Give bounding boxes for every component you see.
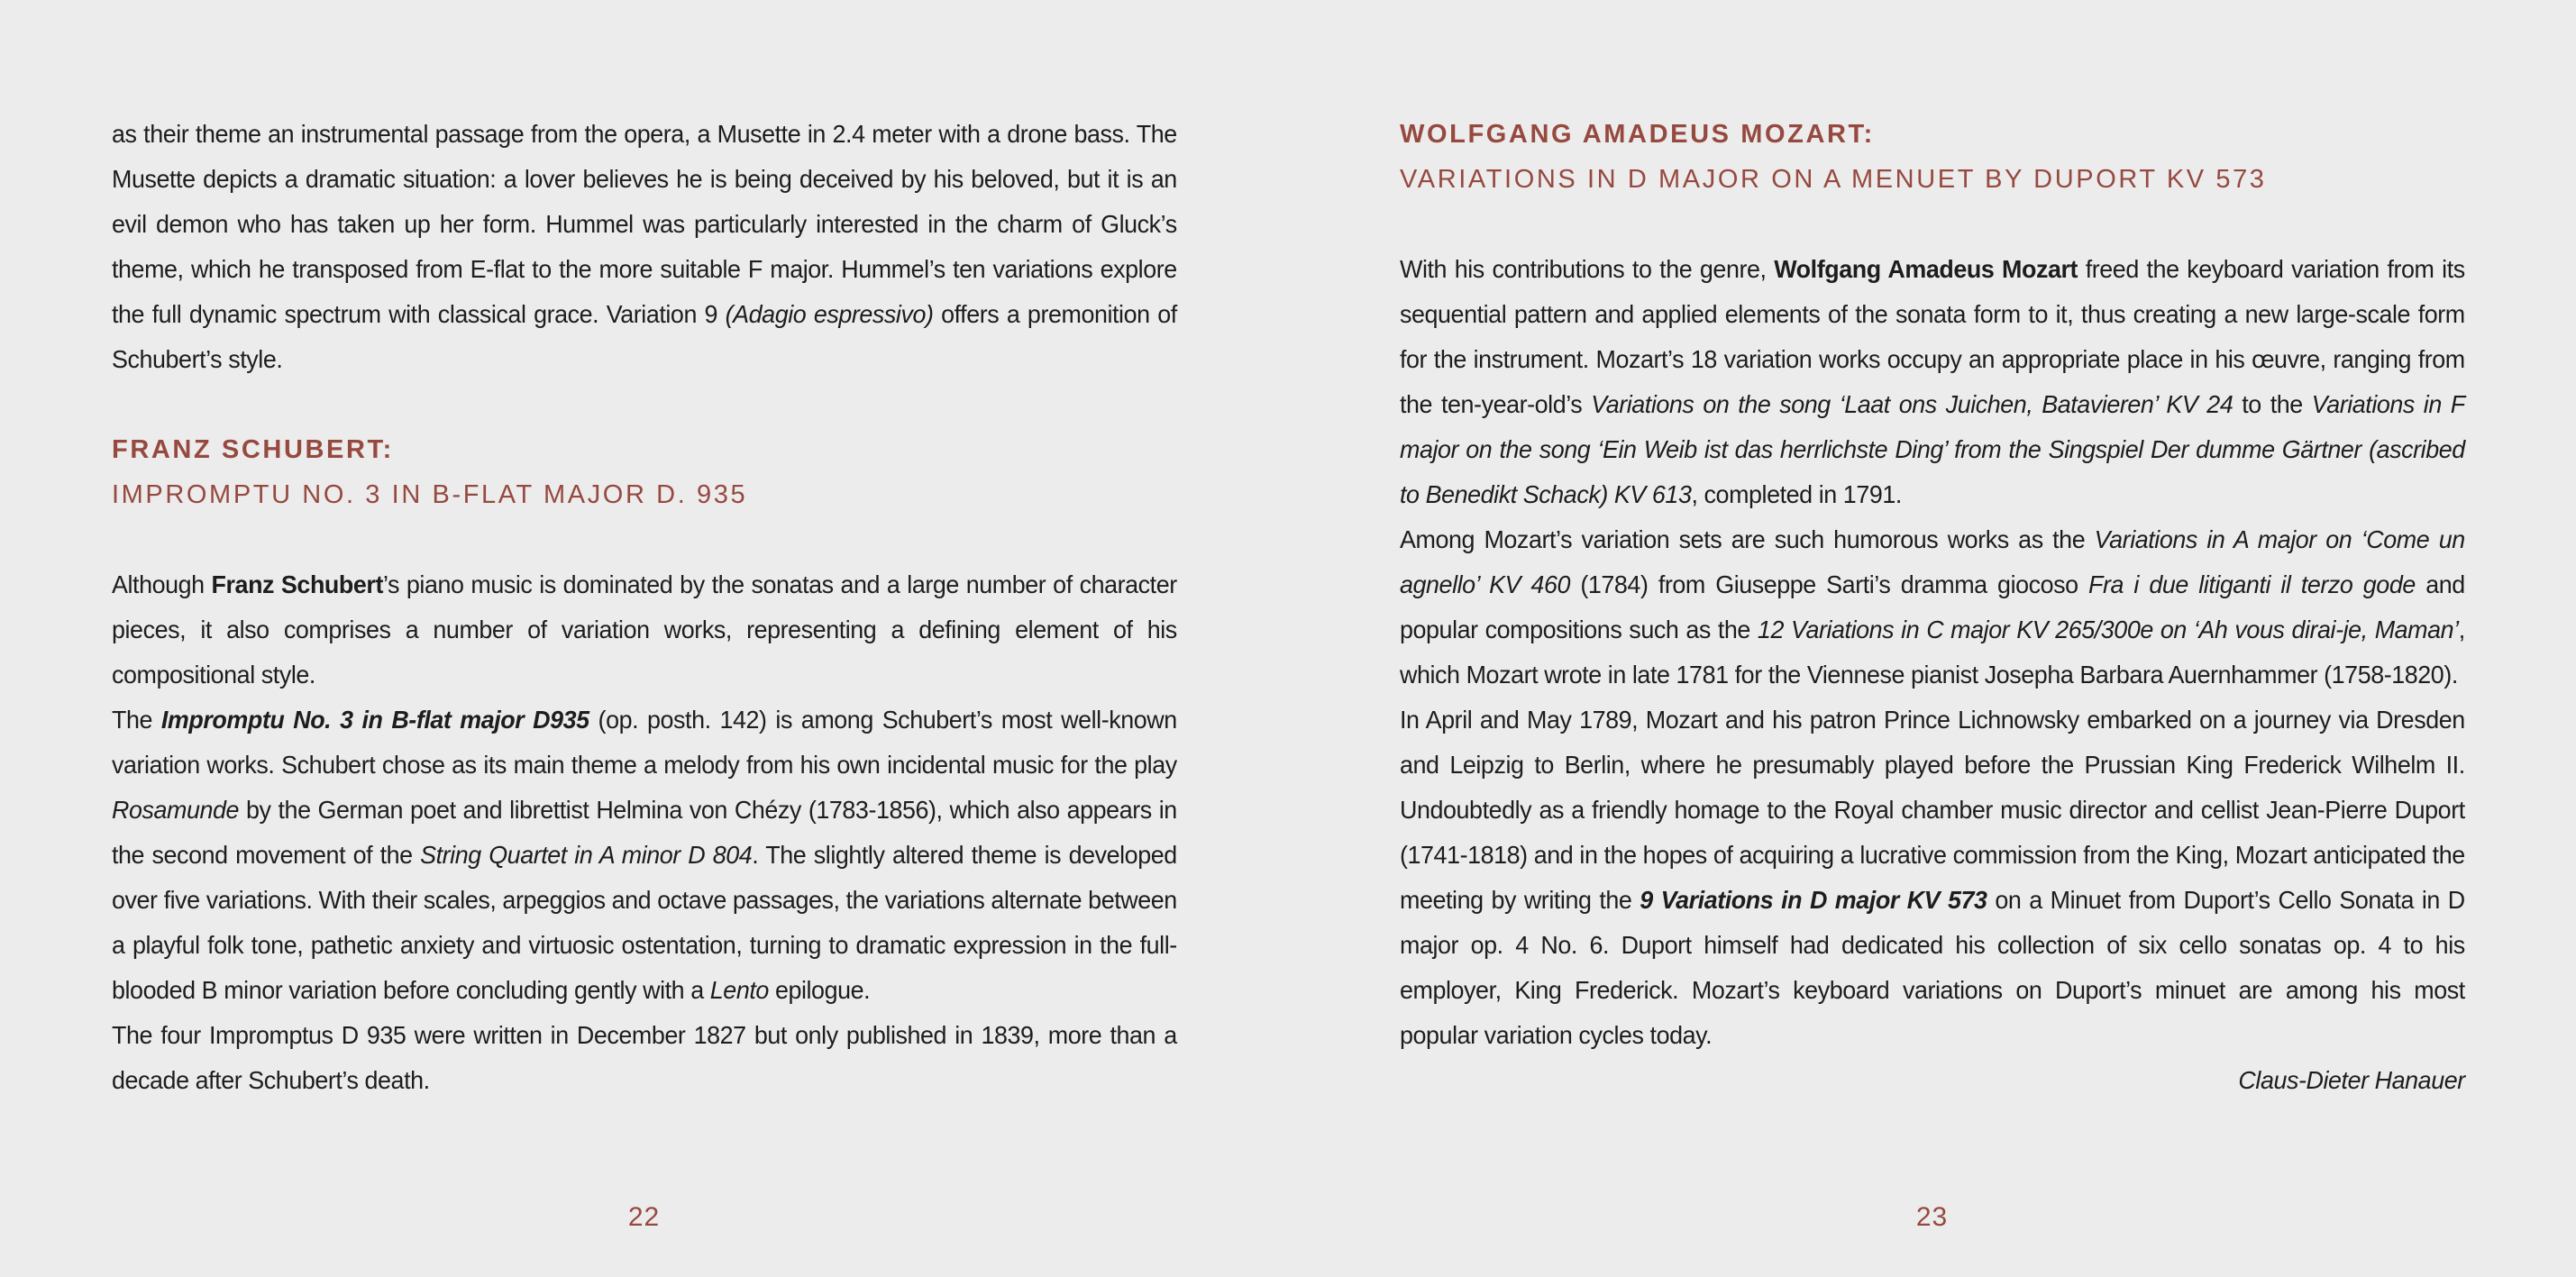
page-number: 23: [1915, 1202, 1949, 1232]
text-run: In April and May 1789, Mozart and his patron Prince Lichnowsky embarked on a journey via Dresden and Leipzig to Berlin, where he presumably played before the Prussian King Frederick Wilhelm II. Undoubtedly as a friendly homage to the Royal chamber music director and cellist Jean-Pierre Duport (1741-1818) and in the hopes of acquiring a lucrative commission from the King, Mozart anticipated the meeting by writing the: [1400, 706, 2465, 914]
text-run: (1784) from Giuseppe Sarti’s dramma giocoso: [1570, 570, 2089, 598]
text-run: epilogue.: [768, 976, 871, 1004]
text-run: The: [112, 706, 161, 734]
schubert-text-block: [112, 562, 1177, 1103]
right-page: [1288, 0, 2576, 1277]
text-run: With his contributions to the genre,: [1400, 255, 1775, 283]
paragraph: [112, 1013, 1177, 1103]
mozart-text-block: [1400, 247, 2465, 1103]
italic-text: 12 Variations in C major KV 265/300e on ‘Ah vous dirai-je, Maman’: [1757, 616, 2459, 643]
italic-text: Fra i due litiganti il terzo gode: [2088, 570, 2416, 598]
intro-paragraph: [112, 112, 1177, 382]
text-run: ’s piano music is dominated by the sonatas and a large number of character pieces, it also comprises a number of variation works, representing a defining element of his compositional style.: [112, 570, 1177, 689]
schubert-heading: [112, 427, 1177, 517]
bold-text: Wolfgang Amadeus Mozart: [1774, 255, 2078, 283]
author-signature: Claus-Dieter Hanauer: [2238, 1066, 2465, 1094]
spacer: [112, 517, 1177, 562]
text-run: Although: [112, 570, 212, 598]
text-run: (op. posth. 142) is among Schubert’s most well-known variation works. Schubert chose as its main theme a melody from his own incidental music for the play: [112, 706, 1177, 779]
bold-italic-text: 9 Variations in D major KV 573: [1640, 886, 1987, 914]
heading-work: VARIATIONS IN D MAJOR ON A MENUET BY DUPORT KV 573: [1400, 165, 2267, 194]
heading-work: IMPROMPTU NO. 3 IN B-FLAT MAJOR D. 935: [112, 480, 748, 509]
text-run: . The slightly altered theme is developed over five variations. With their scales, arpeggios and octave passages, the variations alternate between a playful folk tone, pathetic anxiety and virtuosic ostentation, turning to dramatic expression in the full-blooded B minor variation before concluding gently with a: [112, 841, 1177, 1004]
page-number: 22: [627, 1202, 661, 1232]
spacer: [1400, 202, 2465, 247]
italic-text: Variations in A major on ‘Come un agnello’ KV 460: [1400, 525, 2465, 598]
text-run: offers a premonition of Schubert’s style.: [112, 300, 1177, 373]
mozart-heading: [1400, 112, 2465, 202]
bold-italic-text: Impromptu No. 3 in B-flat major D935: [160, 706, 589, 734]
italic-text: Variations in F major on the song ‘Ein Weib ist das herrlichste Ding’ from the Singspiel Der dumme Gärtner (ascribed to Benedikt Schack) KV 613: [1400, 390, 2465, 508]
text-run: as their theme an instrumental passage from the opera, a Musette in 2.4 meter with a drone bass. The Musette depicts a dramatic situation: a lover believes he is being deceived by his beloved, but it is an evil demon who has taken up her form. Hummel was particularly interested in the charm of Gluck’s theme, which he transposed from E-flat to the more suitable F major. Hummel’s ten variations explore the full dynamic spectrum with classical grace. Variation 9: [112, 120, 1177, 328]
text-run: on a Minuet from Duport’s Cello Sonata in D major op. 4 No. 6. Duport himself had dedicated his collection of six cello sonatas op. 4 to his employer, King Frederick. Mozart’s keyboard variations on Duport’s minuet are among his most popular variation cycles today.: [1400, 886, 2465, 1049]
italic-text: Variations on the song ‘Laat ons Juichen, Batavieren’ KV 24: [1591, 390, 2233, 418]
left-text-block: [112, 112, 1177, 382]
text-run: The four Impromptus D 935 were written in December 1827 but only published in 1839, more than a decade after Schubert’s death.: [112, 1021, 1177, 1094]
text-run: and popular compositions such as the: [1400, 570, 2465, 643]
heading-composer: FRANZ SCHUBERT:: [112, 435, 394, 464]
italic-text: (Adagio espressivo): [725, 300, 934, 328]
italic-text: Rosamunde: [112, 796, 240, 824]
paragraph: [1400, 517, 2465, 698]
paragraph: [112, 698, 1177, 1013]
text-run: to the: [2233, 390, 2312, 418]
text-run: , completed in 1791.: [1691, 480, 1902, 508]
italic-text: String Quartet in A minor D 804: [420, 841, 753, 869]
bold-text: Franz Schubert: [211, 570, 383, 598]
right-column: [1400, 112, 2465, 1103]
text-run: , which Mozart wrote in late 1781 for the Viennese pianist Josepha Barbara Auernhammer (1758-1820).: [1400, 616, 2465, 689]
left-column: [112, 112, 1177, 1103]
text-run: by the German poet and librettist Helmina von Chézy (1783-1856), which also appears in the second movement of the: [112, 796, 1177, 869]
heading-composer: WOLFGANG AMADEUS MOZART:: [1400, 120, 1875, 149]
text-run: Among Mozart’s variation sets are such humorous works as the: [1400, 525, 2095, 553]
text-run: freed the keyboard variation from its sequential pattern and applied elements of the sonata form to it, thus creating a new large-scale form for the instrument. Mozart’s 18 variation works occupy an appropriate place in his œuvre, ranging from the ten-year-old’s: [1400, 255, 2465, 418]
paragraph: [112, 562, 1177, 698]
paragraph: [1400, 698, 2465, 1058]
italic-text: Lento: [709, 976, 769, 1004]
paragraph: [1400, 247, 2465, 517]
spacer: [112, 382, 1177, 427]
